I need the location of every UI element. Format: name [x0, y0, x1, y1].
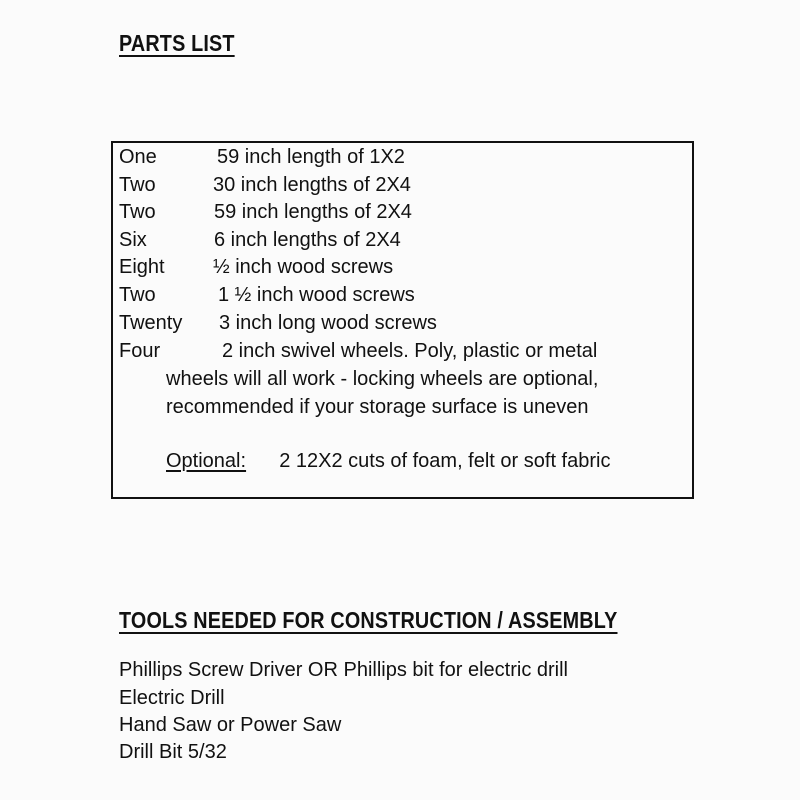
part-quantity: Eight [119, 256, 165, 278]
part-quantity: Four [119, 340, 161, 362]
tools-heading: TOOLS NEEDED FOR CONSTRUCTION / ASSEMBLY [119, 607, 618, 633]
part-quantity: Twenty [119, 312, 183, 334]
part-description: 1 ½ inch wood screws [218, 284, 415, 306]
part-quantity: One [119, 146, 157, 168]
tool-item: Drill Bit 5/32 [119, 741, 227, 763]
part-description: 59 inch length of 1X2 [217, 146, 405, 168]
part-quantity: Two [119, 174, 156, 196]
tool-item: Electric Drill [119, 687, 225, 709]
parts-list-heading: PARTS LIST [119, 30, 235, 56]
part-description: 30 inch lengths of 2X4 [213, 174, 411, 196]
part-quantity: Six [119, 229, 147, 251]
wheels-note-line: wheels will all work - locking wheels are optional, [166, 368, 599, 390]
part-description: 59 inch lengths of 2X4 [214, 201, 412, 223]
optional-label: Optional: [166, 450, 247, 472]
tool-item: Hand Saw or Power Saw [119, 714, 342, 736]
part-description: 2 inch swivel wheels. Poly, plastic or metal [222, 340, 598, 362]
wheels-note-line: recommended if your storage surface is uneven [166, 396, 589, 418]
part-description: 3 inch long wood screws [219, 312, 437, 334]
part-quantity: Two [119, 284, 156, 306]
part-quantity: Two [119, 201, 156, 223]
part-description: ½ inch wood screws [213, 256, 394, 278]
optional-line [166, 449, 610, 473]
tool-item: Phillips Screw Driver OR Phillips bit for electric drill [119, 659, 568, 681]
part-description: 6 inch lengths of 2X4 [214, 229, 401, 251]
optional-text: 2 12X2 cuts of foam, felt or soft fabric [279, 450, 611, 472]
